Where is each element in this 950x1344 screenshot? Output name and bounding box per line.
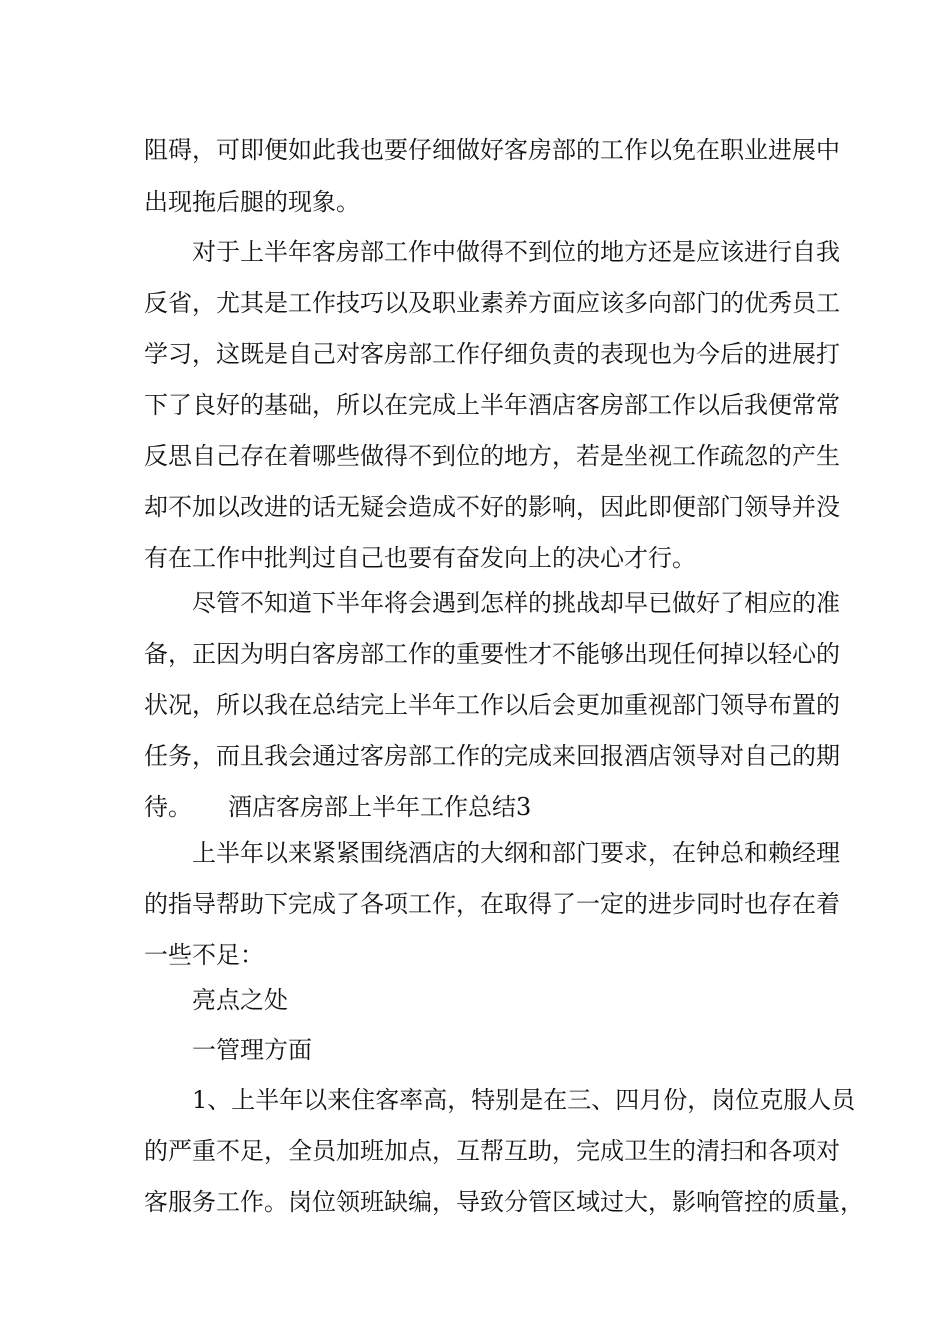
text-line: 却不加以改进的话无疑会造成不好的影响，因此即便部门领导并没 [144,493,840,521]
text-line: 备，正因为明白客房部工作的重要性才不能够出现任何掉以轻心的 [144,640,840,668]
paragraph-start-line: 对于上半年客房部工作中做得不到位的地方还是应该进行自我 [192,238,840,266]
text-line: 状况，所以我在总结完上半年工作以后会更加重视部门领导布置的 [144,691,840,719]
text-line: 出现拖后腿的现象。 [144,188,360,216]
text-line: 一些不足： [144,941,264,969]
text-line: 下了良好的基础，所以在完成上半年酒店客房部工作以后我便常常 [144,391,840,419]
paragraph-start-line: 尽管不知道下半年将会遇到怎样的挑战却早已做好了相应的准 [192,589,840,617]
text-line: 任务，而且我会通过客房部工作的完成来回报酒店领导对自己的期 [144,742,840,770]
text-line: 客服务工作。岗位领班缺编，导致分管区域过大，影响管控的质量， [144,1188,864,1216]
text-line: 学习，这既是自己对客房部工作仔细负责的表现也为今后的进展打 [144,340,840,368]
section-title-line: 待。 酒店客房部上半年工作总结3 [144,793,532,821]
paragraph-start-line: 上半年以来紧紧围绕酒店的大纲和部门要求，在钟总和赖经理 [192,839,840,867]
paragraph-start-line: 1、上半年以来住客率高，特别是在三、四月份，岗位克服人员 [192,1086,856,1114]
text-line: 阻碍，可即便如此我也要仔细做好客房部的工作以免在职业进展中 [144,136,840,164]
text-line: 的指导帮助下完成了各项工作，在取得了一定的进步同时也存在着 [144,890,840,918]
text-line: 的严重不足，全员加班加点，互帮互助，完成卫生的清扫和各项对 [144,1137,840,1165]
text-line: 反思自己存在着哪些做得不到位的地方，若是坐视工作疏忽的产生 [144,442,840,470]
heading-highlights: 亮点之处 [192,986,288,1014]
text-line: 有在工作中批判过自己也要有奋发向上的决心才行。 [144,544,696,572]
heading-management: 一管理方面 [192,1036,312,1064]
text-line: 反省，尤其是工作技巧以及职业素养方面应该多向部门的优秀员工 [144,289,840,317]
